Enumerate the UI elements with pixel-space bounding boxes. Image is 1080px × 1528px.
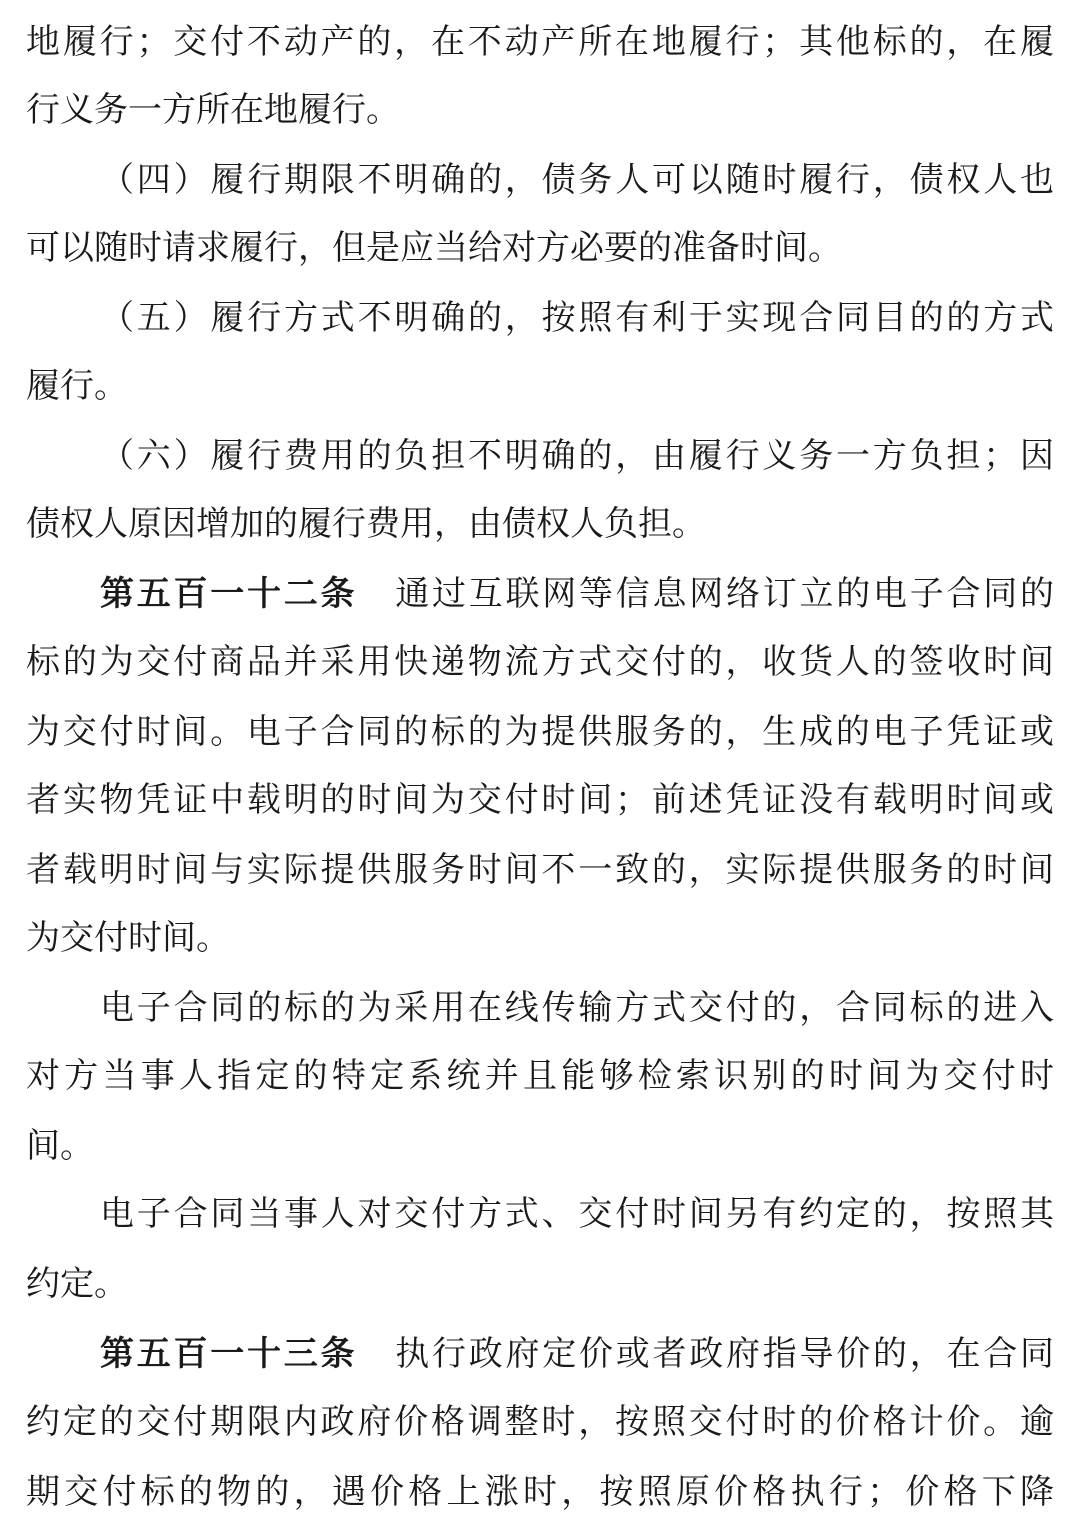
text-line — [26, 1400, 1054, 1444]
line-text: 通过互联网等信息网络订立的电子合同的 — [395, 574, 1054, 614]
text-line — [26, 1192, 1054, 1236]
text-line — [26, 710, 1054, 754]
line-text: 电子合同当事人对交付方式、交付时间另有约定的，按照其 — [100, 1194, 1054, 1234]
line-text: 债权人原因增加的履行费用，由债权人负担。 — [26, 504, 706, 544]
article-line — [26, 572, 1054, 616]
text-line — [26, 20, 1054, 64]
line-text: 为交付时间。 — [26, 918, 230, 958]
line-text: 者载明时间与实际提供服务时间不一致的，实际提供服务的时间 — [26, 850, 1054, 890]
text-line — [26, 1470, 1054, 1514]
text-line — [26, 1124, 1054, 1168]
text-line — [26, 364, 1054, 408]
text-line — [26, 158, 1054, 202]
line-text: 对方当事人指定的特定系统并且能够检索识别的时间为交付时 — [26, 1056, 1054, 1096]
line-text: （四）履行期限不明确的，债务人可以随时履行，债权人也 — [100, 160, 1054, 200]
text-line — [26, 434, 1054, 478]
article-number: 第五百一十二条 — [100, 574, 358, 614]
text-line — [26, 1262, 1054, 1306]
line-text: 间。 — [26, 1126, 94, 1166]
line-text: （五）履行方式不明确的，按照有利于实现合同目的的方式 — [100, 298, 1054, 338]
line-text: 行义务一方所在地履行。 — [26, 90, 400, 130]
line-text: 可以随时请求履行，但是应当给对方必要的准备时间。 — [26, 228, 842, 268]
text-line — [26, 778, 1054, 822]
line-text: 约定的交付期限内政府价格调整时，按照交付时的价格计价。逾 — [26, 1402, 1054, 1442]
line-text: 约定。 — [26, 1264, 128, 1304]
article-line — [26, 1332, 1054, 1376]
text-line — [26, 986, 1054, 1030]
line-text: 标的为交付商品并采用快递物流方式交付的，收货人的签收时间 — [26, 642, 1054, 682]
text-line — [26, 916, 1054, 960]
article-number: 第五百一十三条 — [100, 1334, 358, 1374]
line-text: 为交付时间。电子合同的标的为提供服务的，生成的电子凭证或 — [26, 712, 1054, 752]
line-text: （六）履行费用的负担不明确的，由履行义务一方负担；因 — [100, 436, 1054, 476]
line-text: 地履行；交付不动产的，在不动产所在地履行；其他标的，在履 — [26, 22, 1054, 62]
text-line — [26, 88, 1054, 132]
line-text: 履行。 — [26, 366, 128, 406]
text-line — [26, 226, 1054, 270]
text-line — [26, 296, 1054, 340]
line-text: 执行政府定价或者政府指导价的，在合同 — [395, 1334, 1054, 1374]
text-line — [26, 848, 1054, 892]
text-line — [26, 1054, 1054, 1098]
text-line — [26, 502, 1054, 546]
line-text: 者实物凭证中载明的时间为交付时间；前述凭证没有载明时间或 — [26, 780, 1054, 820]
line-text: 期交付标的物的，遇价格上涨时，按照原价格执行；价格下降 — [26, 1472, 1054, 1512]
line-text: 电子合同的标的为采用在线传输方式交付的，合同标的进入 — [100, 988, 1054, 1028]
text-line — [26, 640, 1054, 684]
